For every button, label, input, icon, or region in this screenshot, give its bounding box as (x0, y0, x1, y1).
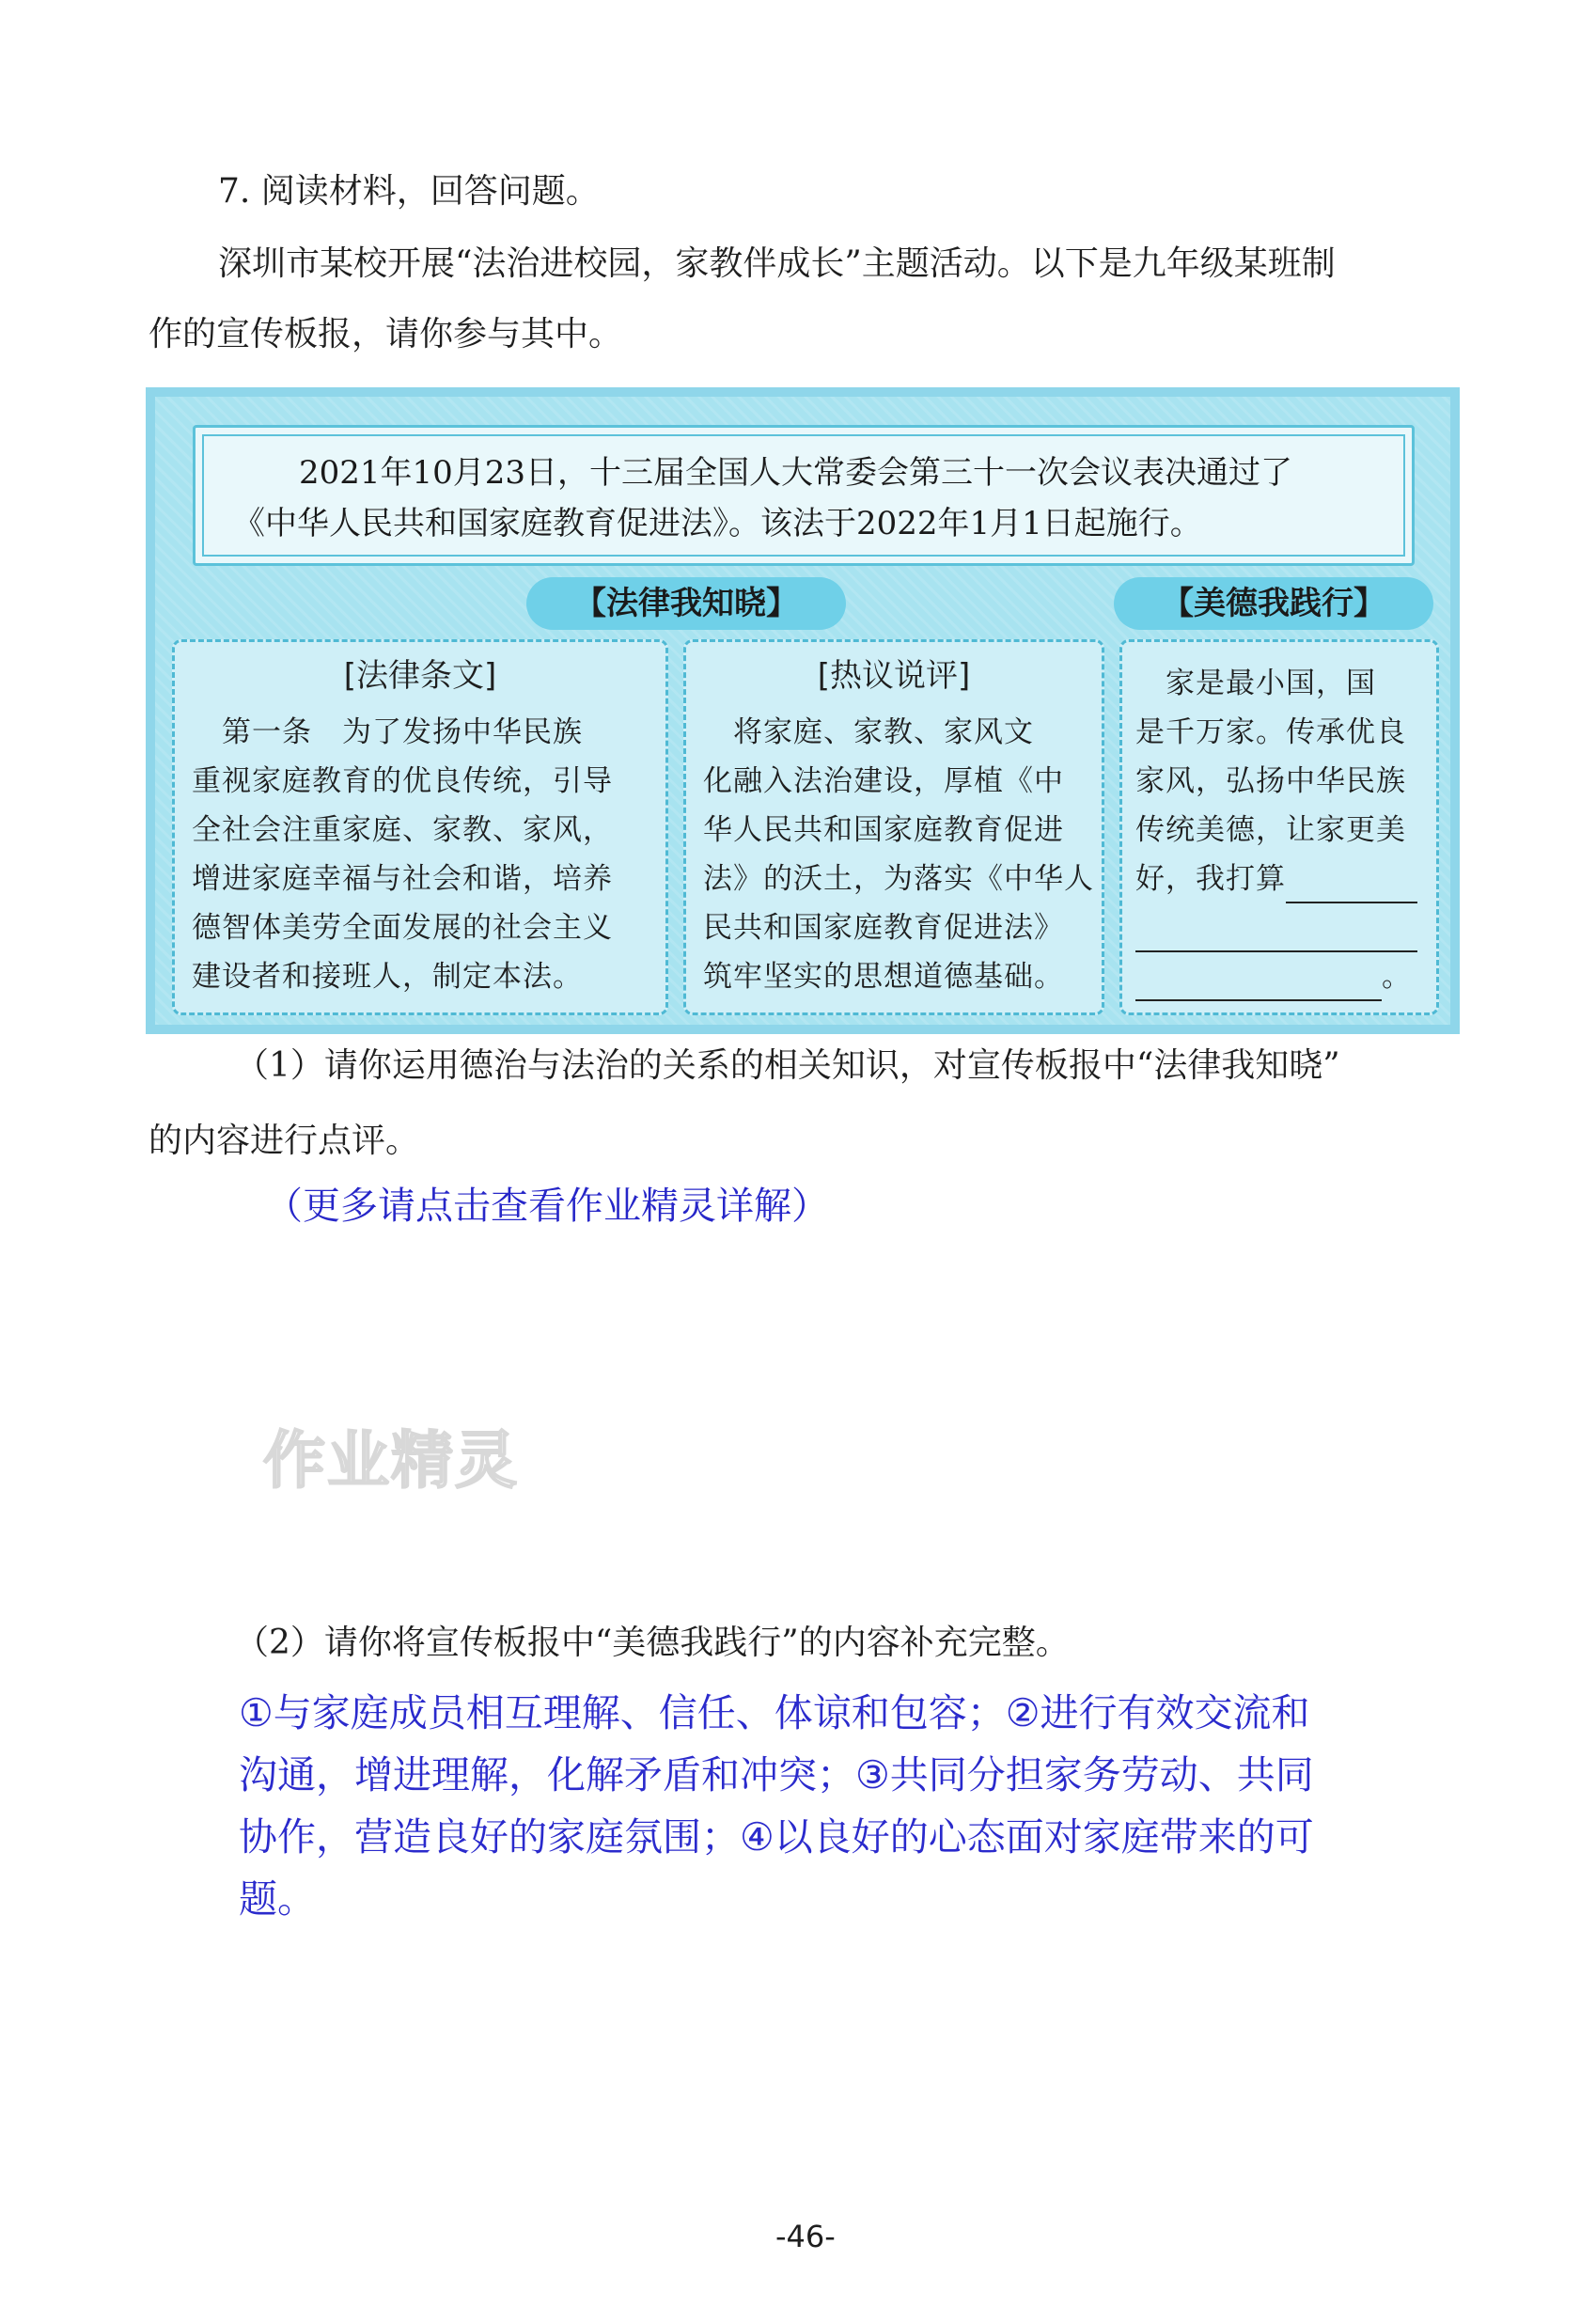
card-comment-heading: [热议说评] (817, 657, 971, 695)
card-law-line: 增进家庭幸福与社会和谐，培养 (192, 862, 613, 896)
card-virtue-line: 传统美德，让家更美 (1135, 813, 1406, 847)
card-law-line: 德智体美劳全面发展的社会主义 (192, 911, 613, 945)
fill-blank[interactable] (1135, 913, 1417, 952)
card-comment-line: 将家庭、家教、家风文 (703, 715, 1034, 749)
headline-line-1: 2021年10月23日，十三届全国人大常委会第三十一次会议表决通过了 (299, 454, 1293, 492)
page-number: -46- (775, 2219, 836, 2254)
label-virtue: 【美德我践行】 (1114, 577, 1433, 630)
card-comment-line: 筑牢坚实的思想道德基础。 (703, 960, 1064, 994)
fill-blank[interactable] (1135, 962, 1382, 1001)
label-law: 【法律我知晓】 (526, 577, 846, 630)
poster-board (146, 387, 1460, 1034)
intro-line-1: 深圳市某校开展“法治进校园，家教伴成长”主题活动。以下是九年级某班制 (218, 244, 1336, 283)
watermark-logo: 作业精灵 (263, 1424, 519, 1497)
card-comment-line: 华人民共和国家庭教育促进 (703, 813, 1064, 847)
intro-line-2: 作的宣传板报，请你参与其中。 (149, 315, 623, 353)
card-law-line: 重视家庭教育的优良传统，引导 (192, 764, 613, 798)
more-details-link[interactable]: （更多请点击查看作业精灵详解） (265, 1185, 829, 1228)
card-virtue-line: 是千万家。传承优良 (1135, 715, 1406, 749)
card-virtue-line-with-blank (1135, 855, 1417, 903)
answer-line: ①与家庭成员相互理解、信任、体谅和包容；②进行有效交流和 (239, 1690, 1310, 1735)
card-law-line: 全社会注重家庭、家教、家风， (192, 813, 613, 847)
fill-blank-row-end (1135, 952, 1412, 1001)
card-virtue-line: 家风，弘扬中华民族 (1135, 764, 1406, 798)
question-title: 7. 阅读材料，回答问题。 (218, 172, 600, 211)
q1-line-2: 的内容进行点评。 (149, 1122, 420, 1160)
fill-blank[interactable] (1286, 864, 1417, 903)
card-comment-line: 化融入法治建设，厚植《中 (703, 764, 1064, 798)
answer-line: 沟通，增进理解，化解矛盾和冲突；③共同分担家务劳动、共同 (239, 1752, 1314, 1797)
headline-line-2: 《中华人民共和国家庭教育促进法》。该法于2022年1月1日起施行。 (233, 505, 1202, 542)
card-law-line: 第一条 为了发扬中华民族 (192, 715, 583, 749)
q2-text: （2）请你将宣传板报中“美德我践行”的内容补充完整。 (235, 1624, 1070, 1662)
card-law-text (172, 639, 668, 1015)
card-comment-line: 民共和国家庭教育促进法》 (703, 911, 1064, 945)
q1-line-1: （1）请你运用德治与法治的关系的相关知识，对宣传板报中“法律我知晓” (235, 1046, 1340, 1085)
card-law-line: 建设者和接班人，制定本法。 (192, 960, 583, 994)
card-virtue-line: 家是最小国，国 (1135, 667, 1376, 700)
answer-line: 题。 (239, 1876, 316, 1922)
card-virtue-line: 好，我打算 (1135, 862, 1286, 896)
fill-blank-row (1135, 903, 1417, 952)
card-virtue (1119, 639, 1439, 1015)
answer-line: 协作，营造良好的家庭氛围；④以良好的心态面对家庭带来的可 (239, 1814, 1314, 1860)
headline-box (193, 425, 1415, 566)
card-law-heading: [法律条文] (343, 657, 497, 695)
card-comment (683, 639, 1104, 1015)
card-comment-line: 法》的沃土，为落实《中华人 (703, 862, 1094, 896)
end-mark: 。 (1382, 960, 1412, 994)
